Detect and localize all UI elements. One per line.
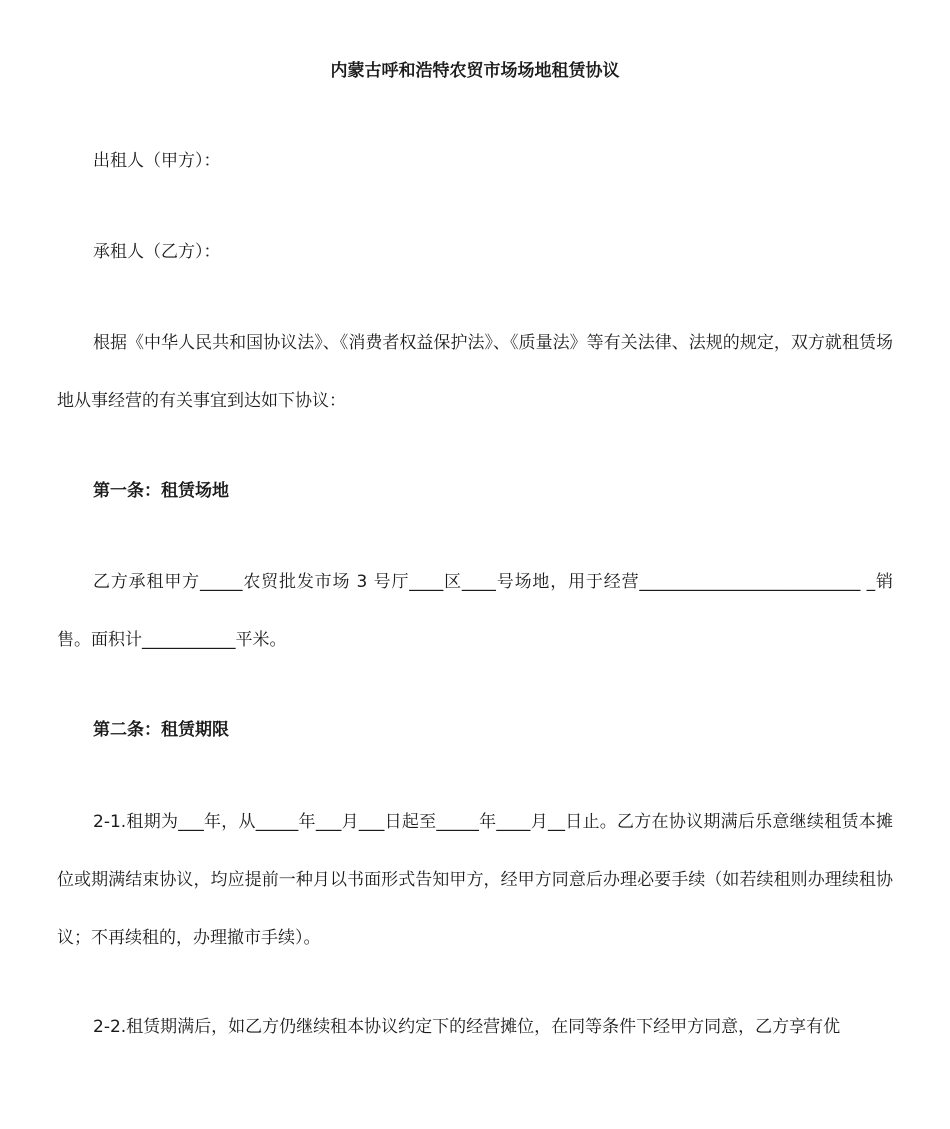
- document-title: 内蒙古呼和浩特农贸市场场地租赁协议: [330, 61, 620, 81]
- preamble-paragraph: 根据《中华人民共和国协议法》、《消费者权益保护法》、《质量法》等有关法律、法规的规定，双方就租赁场地从事经营的有关事宜到达如下协议：: [57, 333, 893, 411]
- lessor-line: 出租人（甲方）：: [93, 151, 221, 171]
- article2-clause-1: 2-1.租期为___年，从_____年___月___日起至_____年____月__日止。乙方在协议期满后乐意继续租赁本摊位或期满结束协议，均应提前一种月以书面形式告知甲方，经甲方同意后办理必要手续（如若续租则办理续租协议；不再续租的，办理撤市手续）。: [57, 812, 893, 948]
- article2-clause-2: 2-2.租赁期满后，如乙方仍继续租本协议约定下的经营摊位，在同等条件下经甲方同意，乙方享有优: [93, 1017, 841, 1037]
- article2-heading: 第二条：租赁期限: [93, 720, 229, 740]
- article1-heading: 第一条：租赁场地: [93, 481, 229, 501]
- lessee-line: 承租人（乙方）：: [93, 242, 221, 262]
- article1-body: 乙方承租甲方_____农贸批发市场 3 号厅____区____号场地，用于经营__________________________ _销售。面积计___________平米。: [57, 572, 893, 650]
